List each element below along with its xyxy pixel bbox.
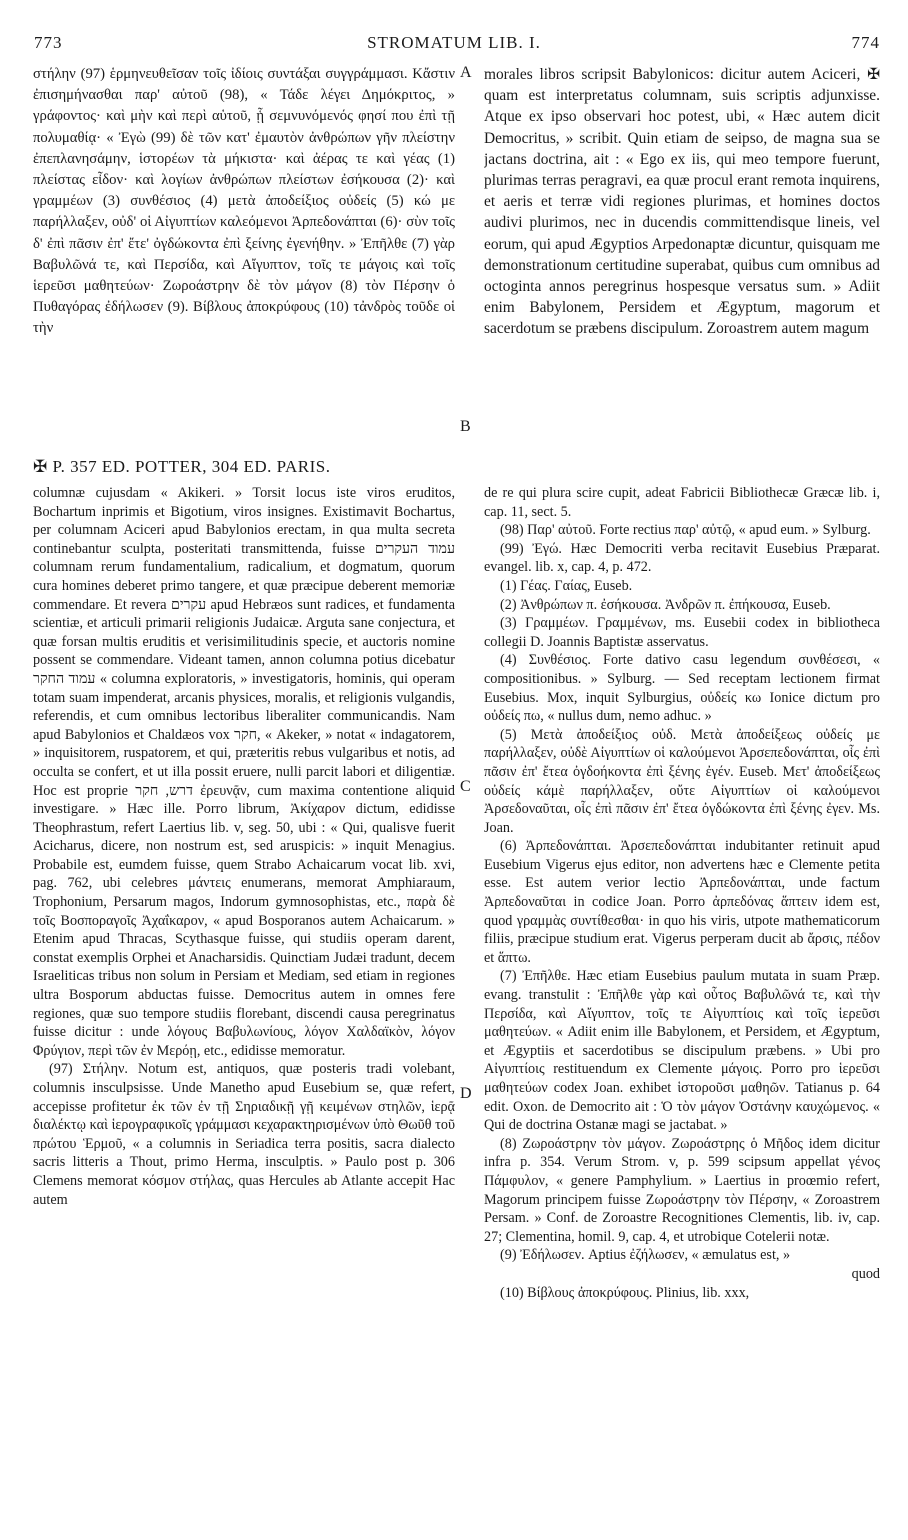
footnote-item: (98) Παρ' αὐτοῦ. Forte rectius παρ' αὐτῷ, « apud eum. » Sylburg. bbox=[500, 522, 871, 539]
margin-letter-b: B bbox=[460, 418, 471, 435]
footnote-item: (10) Βίβλους ἀποκρύφους. Plinius, lib. xxx, bbox=[500, 1284, 750, 1301]
running-title: STROMATUM LIB. I. bbox=[367, 33, 541, 52]
footnote-item: de re qui plura scire cupit, adeat Fabricii Bibliothecæ Græcæ lib. i, cap. 11, sect. 5. bbox=[484, 485, 880, 520]
page-number-left: 773 bbox=[34, 33, 63, 52]
footnote-item: (9) Ἐδήλωσεν. Aptius ἐζήλωσεν, « æmulatus est, » bbox=[500, 1247, 791, 1264]
footnote-item: (7) Ἐπῆλθε. Hæc etiam Eusebius paulum mutata in suam Præp. evang. transtulit : Ἐπῆλθε γὰρ καὶ οὗτος Βαβυλῶνά τε, καὶ τὴν Περσίδα, καὶ Αἴγυπτον, τοῖς τε Αἰγυπτίοις καὶ τοῖς ἱερεῦσι μαθητεύων. « Adiit enim ille Babylonem, et Persidem, et Ægyptum, et Ægyptiis et sacerdotibus se discipulum præbens. » Ubi pro Αἰγυπτίοις restituendum ex Clemente μάγοις. Porro pro ἱερεῦσι μαθητεύων codex Joan. exhibet ἱστοροῦσι μαθηῶν. Tatianus p. 64 edit. Oxon. de Democrito ait : Ὁ τὸν μάγον Ὀστάνην καυχώμενος. « Qui de doctrina Ostanæ magi se jactabat. » bbox=[484, 968, 880, 1134]
latin-text-column bbox=[484, 64, 880, 446]
footnotes-left-column bbox=[33, 484, 455, 1529]
greek-text-column bbox=[33, 64, 455, 446]
footnote-paragraph: columnæ cujusdam « Akikeri. » Torsit locus iste viros eruditos, Bochartum inprimis et Bigotium, viros insignes. Existimavit Bochartus, per columnam Aciceri apud Babylonios erectam, in qua multa secreta continebantur sculpta, posteritati transmittenda, fuisse עמוד העקרים columnam rerum fundamentalium, radicalium, et dogmatum, quorum cura homines deberet primo tangere, et quæ præcipue deberent memoriæ commendare. Et revera עקרים apud Hebræos sunt radices, et fundamenta scientiæ, et articuli primarii religionis Judaicæ. Arguta sane conjectura, et quæ forsan multis eruditis et verisimilitudinis specie, et auctoris nomine possent se commendare. Videant tamen, annon columna potius dicebatur עמוד החקר « columna exploratoris, » investigatoris, hominis, qui operam totam suam impenderat, arcanis physices, moralis, et religionis vulgandis, referendis, et cum omnibus lectoribus liberaliter communicandis. Nam apud Babylonios et Chaldæos vox חקר, « Akeker, » notat « indagatorem, » inquisitorem, ruspatorem, et qui, præteritis rebus vulgaribus et notis, ad occulta se confert, et ut illa possit eruere, nulli parcit labori et diligentiæ. Hoc est proprie דרש, חקר ἐρευνᾷν, cum maxima contentione aliquid investigare. » Hæc ille. Porro librum, Ἀκίχαρον dictum, edidisse Theophrastum, refert Laertius lib. v, seg. 50, ubi : « Qui, qualisve fuerit Acicharus, dicere, non nostrum est, sed aruspicis: » inquit Menagius. Probabile est, eumdem fuisse, quem Strabo Achaicarum vocat lib. xvi, pag. 762, ubi celebres μάντεις enumerans, memorat Amphiaraum, Trophonium, Persarum magos, Indorum gymnosophistas, etc., παρὰ δὲ τοῖς Βοσποραγοῖς Ἀχαΐκαρον, « apud Bosporanos autem Achaicarum. » Etenim apud Thracas, Scythasque fuisse, qui studiis operam darent, constat exemplis Orphei et Anacharsidis. Quinctiam Judæi tradunt, decem Israeliticas tribus non solum in Persiam et Mediam, sed etiam in regiones ultra Bosporum abductas fuisse. Democritus autem in omnes fere regiones, quæ suo tempore studiis florebant, discendi causa peregrinatus fuisse dicitur : unde λόγους Βαβυλωνίους, λόγον Χαλδαϊκὸν, λόγον Φρύγιον, περὶ τῶν ἐν Μερόῃ, etc., edidisse memoratur. bbox=[33, 485, 455, 1059]
page-number-right: 774 bbox=[851, 33, 880, 52]
footnote-item: (4) Συνθέσιος. Forte dativo casu legendum συνθέσεσι, « compositionibus. » Sylburg. — Sed receptam lectionem firmat Eusebius. Mox, inquit Sylburgius, οὐδείς κω Ionice dictum pro οὐδείς πω, « nullus dum, nemo adhuc. » bbox=[484, 652, 880, 725]
footnote-item: (2) Ἀνθρώπων π. ἐσήκουσα. Ἀνδρῶν π. ἐπήκουσα, Euseb. bbox=[500, 596, 831, 613]
greek-paragraph: στήλην (97) ἑρμηνευθεῖσαν τοῖς ἰδίοις συντάξαι συγγράμμασι. Κἄστιν ἐπισημήνασθαι παρ' αὐτοῦ (98), « Τάδε λέγει Δημόκριτος, » γράφοντος· καὶ μὴν καὶ περὶ αὑτοῦ, ᾗ σεμνυνόμενός φησί που ἐπὶ τῇ πολυμαθίᾳ· « Ἐγὼ (99) δὲ τῶν κατ' ἐμαυτὸν ἀνθρώπων γῆν πλείστην ἐπεπλανησάμην, ἱστορέων τὰ μήκιστα· καὶ ἀέρας τε καὶ γέας (1) πλείστας εἶδον· καὶ λογίων ἀνθρώπων πλείστων ἐσήκουσα (2)· καὶ γραμμέων (3) συνθέσιος (4) μετὰ ἀποδείξιος οὐδείς (5) κώ με παρήλλαξεν, οὐδ' οἱ Αἰγυπτίων καλεόμενοι Ἀρπεδονάπται (6)· σὺν τοῖς δ' ἐπὶ πᾶσιν ἐπ' ἔτε' ὀγδώκοντα ἐπὶ ξείνης ἐγενήθην. » Ἐπῆλθε (7) γὰρ Βαβυλῶνά τε, καὶ Περσίδα, καὶ Αἴγυπτον, τοῖς τε μάγοις καὶ τοῖς ἱερεῦσι μαθητεύων· Ζωροάστρην δὲ τὸν μάγον (8) τὸν Πέρσην ὁ Πυθαγόρας ἐδήλωσεν (9). Βίβλους ἀποκρύφους (10) τἀνδρὸς τοῦδε οἱ τὴν bbox=[33, 66, 455, 337]
footnote-item: (6) Ἀρπεδονάπται. Ἀρσεπεδονάπται indubitanter retinuit apud Eusebium Vigerus ejus editor, non advertens hæc e Clemente petita esse. Est autem verior lectio Ἀρπεδονάπται, unde factum Ἀρπεδοναῦται in codice Joan. Porro ἀρπεδόνας ἅπτειν idem est, quod γραμμὰς συντίθεσθαι· in quo his viris, utpote mathematicorum filiis, præcipue studium erat. Vigerus perperam ducit ab ἄρσις, πέδον et ἅπτω. bbox=[484, 838, 880, 966]
footnote-item: quod bbox=[851, 1265, 880, 1282]
footnotes-right-column bbox=[484, 484, 880, 1529]
footnote-paragraph: (97) Στήλην. Notum est, antiquos, quæ posteris tradi volebant, columnis insculpsisse. Unde Manetho apud Eusebium se, quæ refert, accepisse profitetur ἐκ τῶν ἐν τῇ Σηριαδικῇ γῇ κειμένων στηλῶν, ἱερᾷ διαλέκτῳ καὶ ἱερογραφικοῖς γράμμασι κεχαρακτηρισμένων ὑπὸ Θωῦθ τοῦ πρώτου Ἑρμοῦ, « a columnis in Seriadica terra positis, sacra dialecto sacris litteris a Thout, primo Herma, insculptis. » Paulo post p. 306 Clemens memorat κόσμον στήλας, quas Hercules ab Atlante accepit Hac autem bbox=[33, 1061, 455, 1208]
latin-paragraph: morales libros scripsit Babylonicos: dicitur autem Aciceri, ✠ quam est interpretatus columnam, suis scriptis adjunxisse. Atque ex ipso observari hoc potest, ubi, « Hæc autem dicit Democritus, » scribit. Quin etiam de seipso, de magna sua se jactans doctrina, ait : « Ego ex iis, qui meo tempore fuerunt, plurimas terras peragravi, ea quæ procul erant remota inquirens, et aeris et terræ vidi regiones plurimas, et homines doctos audivi plurimos, nec in ducendis committendisque lineis, vel eorum, qui apud Ægyptios Arpedonaptæ dicuntur, quisquam me demonstrationum certitudine superabat, quibus cum omnibus ad octoginta annos peregrinus hospesque versatus sum. » Adiit enim Babylonem, Persidem et Ægyptum, magorum et sacerdotum se præbens discipulum. Zoroastrem autem magum bbox=[484, 66, 880, 338]
margin-letter-a: A bbox=[460, 64, 472, 81]
margin-letter-d: D bbox=[460, 1085, 472, 1102]
footnote-item: (3) Γραμμέων. Γραμμένων, ms. Eusebii codex in bibliotheca collegii D. Joannis Baptistæ asservatus. bbox=[484, 615, 880, 650]
edition-reference: ✠ P. 357 ED. POTTER, 304 ED. PARIS. bbox=[33, 457, 331, 476]
footnote-item: (1) Γέας. Γαίας, Euseb. bbox=[500, 577, 633, 594]
footnote-item: (8) Ζωροάστρην τὸν μάγον. Ζωροάστρης ὁ Μῆδος idem dicitur infra p. 354. Verum Strom. v, p. 599 scipsum appellat γένος Πάμφυλον, « genere Pamphylium. » Laertius in proœmio refert, Magorum principem fuisse Ζωροάστρην τὸν Πέρσην, « Zoroastrem Persam. » Conf. de Zoroastre Recognitiones Clementis, lib. iv, cap. 27; Clementina, homil. 9, cap. 4, et utrobique Cotelerii notæ. bbox=[484, 1135, 880, 1245]
running-header bbox=[0, 33, 908, 55]
footnote-item: (5) Μετὰ ἀποδείξιος οὐδ. Μετὰ ἀποδείξεως οὐδείς με παρήλλαξεν, οὐδὲ Αἰγυπτίων οἱ καλούμενοι Ἀρσεπεδονάπται, οἷς ἐπὶ πᾶσιν ἐπ' ἔτεα ὀγδοήκοντα ἐπὶ ξένης ἐγέν. Euseb. Μετ' ἀποδείξεως οὐδείς κάμὲ παρήλλαξεν, οὔτε Αἰγυπτίων οἱ καλούμενοι Ἀρσεδοναῦται, οἷς ἐπὶ πᾶσιν ἐπ' ἔτεα ὀγδώκοντα ἐπὶ ξένης ἐγεν. Ms. Joan. bbox=[484, 726, 880, 836]
footnote-item: (99) Ἐγώ. Hæc Democriti verba recitavit Eusebius Præparat. evangel. lib. x, cap. 4, p. 472. bbox=[484, 540, 880, 576]
margin-letter-c: C bbox=[460, 778, 471, 795]
